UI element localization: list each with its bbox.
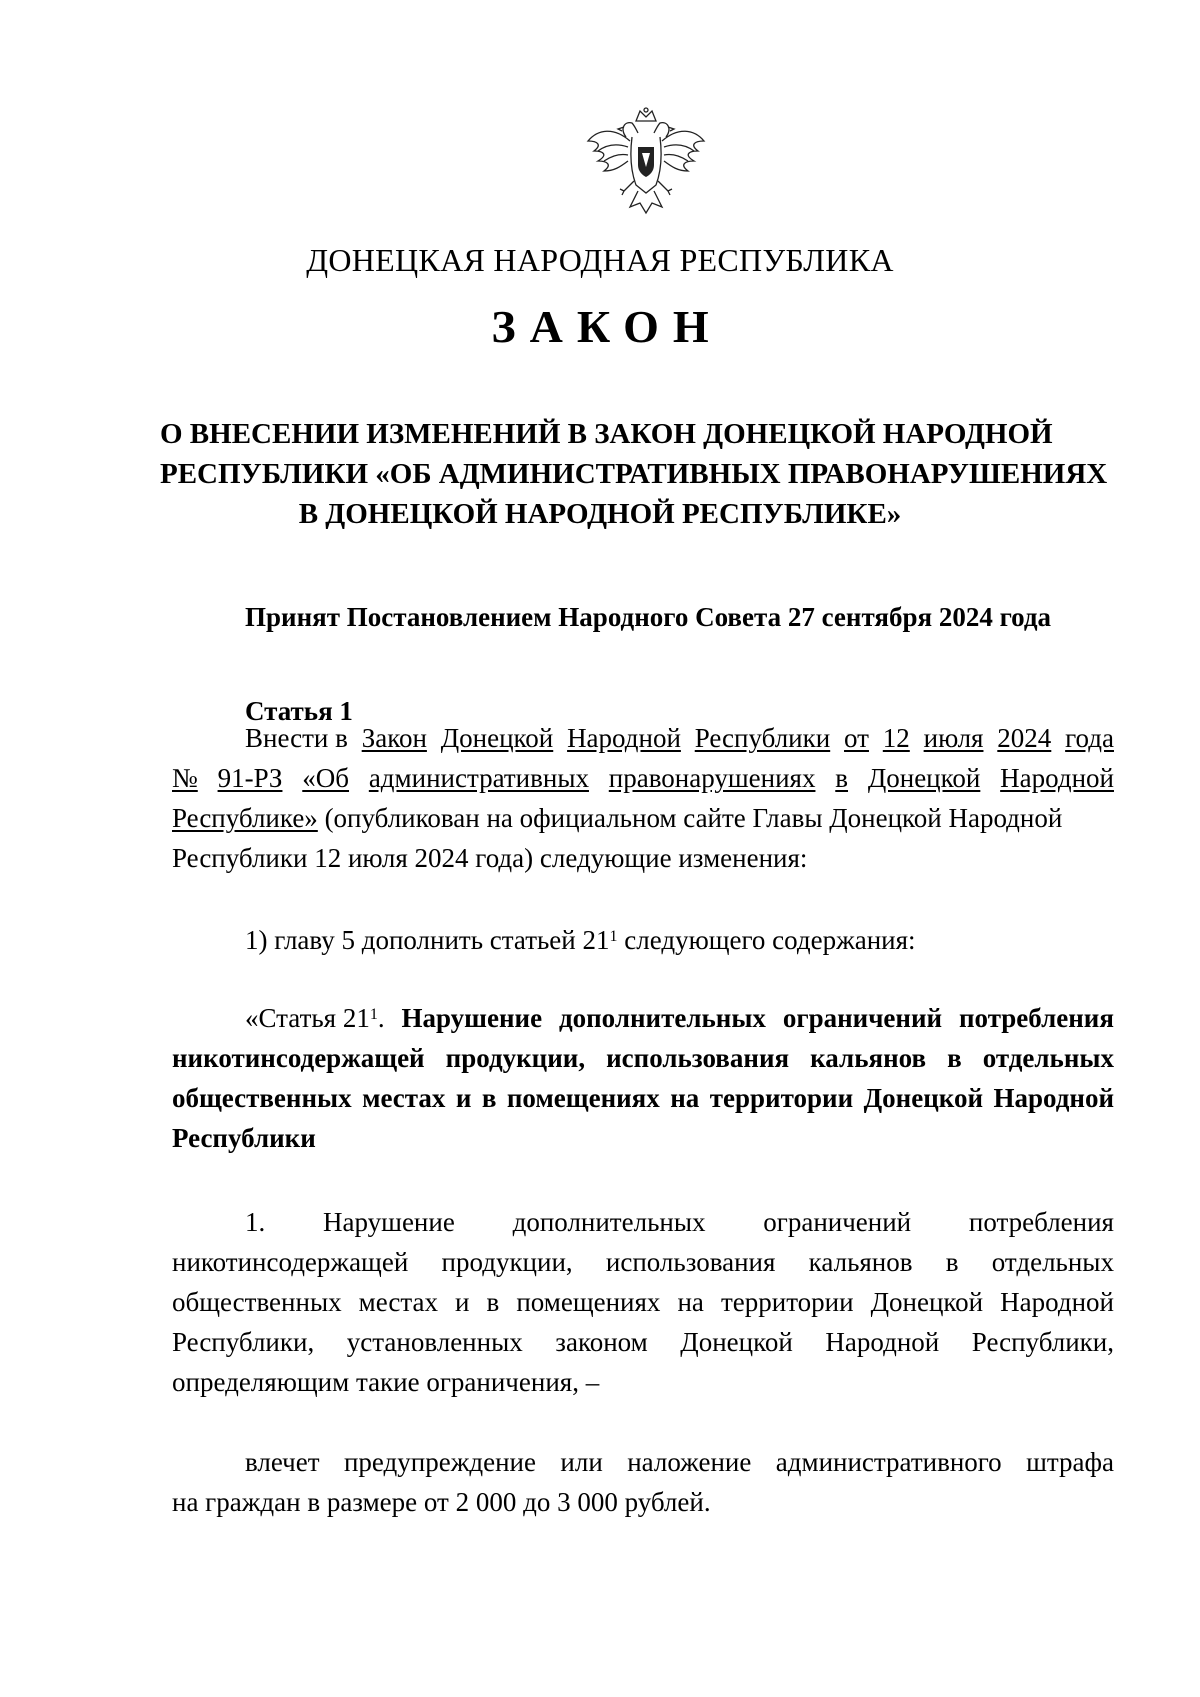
new-article-title-word: Донецкой (863, 1083, 984, 1113)
sanction-word: административного (775, 1447, 1002, 1477)
law-link-word[interactable]: административных (368, 763, 589, 793)
part1-word: 1. (245, 1207, 266, 1237)
article-heading: Статья 1 (245, 696, 353, 726)
part1-word: Народной (1000, 1287, 1114, 1317)
sanction-line-2: на граждан в размере от 2 000 до 3 000 рублей. (172, 1487, 711, 1517)
part1-line-5: определяющим такие ограничения, – (172, 1367, 600, 1397)
new-article-title-word: Нарушение (401, 1003, 543, 1033)
new-article-title-word: в (947, 1043, 962, 1073)
part1-word: законом (555, 1327, 648, 1357)
part1-line-1 (245, 1202, 1114, 1242)
sanction-word: штрафа (1026, 1447, 1114, 1477)
law-link-word[interactable]: от (844, 723, 869, 753)
law-link-word[interactable]: июля (923, 723, 984, 753)
new-article-title-word: никотинсодержащей (172, 1043, 425, 1073)
part1-line-4 (172, 1322, 1114, 1362)
item-text: 1) главу 5 дополнить статьей 21 (245, 925, 610, 955)
adoption-note: Принят Постановлением Народного Совета 27 сентября 2024 года (245, 602, 1052, 632)
new-article-title-word: ограничений (782, 1003, 943, 1033)
law-title-line: О ВНЕСЕНИИ ИЗМЕНЕНИЙ В ЗАКОН ДОНЕЦКОЙ НАРОДНОЙ (160, 418, 1053, 450)
new-article-title-word: помещениях (506, 1083, 660, 1113)
sanction-word: влечет (245, 1447, 320, 1477)
part1-word: помещениях (516, 1287, 661, 1317)
new-article-number (245, 998, 385, 1038)
part1-word: территории (720, 1287, 854, 1317)
new-article-title-word: дополнительных (558, 1003, 766, 1033)
law-link-word[interactable]: Донецкой (440, 723, 554, 753)
new-article-prefix: «Статья 21 (245, 1003, 370, 1033)
law-link-word[interactable]: 2024 (997, 723, 1052, 753)
new-article-title-word: в (481, 1083, 497, 1113)
intro-text: (опубликован на официальном сайте Главы Донецкой Народной (317, 803, 1063, 833)
new-article-title-word: отдельных (982, 1043, 1114, 1073)
intro-line-3 (172, 798, 1114, 838)
new-article-title-word: и (455, 1083, 472, 1113)
item-text: следующего содержания: (617, 925, 916, 955)
part1-word: дополнительных (512, 1207, 706, 1237)
law-link-word[interactable]: года (1065, 723, 1114, 753)
new-article-title-word: кальянов (810, 1043, 927, 1073)
part1-word: использования (605, 1247, 776, 1277)
intro-text: Внести в (245, 723, 348, 753)
new-article-line-3 (172, 1078, 1114, 1118)
new-article-title-word: общественных (172, 1083, 352, 1113)
law-link-word[interactable]: Республики (694, 723, 831, 753)
new-article-title-word: территории (709, 1083, 854, 1113)
law-link-word[interactable]: № (172, 763, 198, 793)
law-link-word[interactable]: Народной (1000, 763, 1114, 793)
new-article-line-2 (172, 1038, 1114, 1078)
part1-word: в (945, 1247, 959, 1277)
part1-line-3 (172, 1282, 1114, 1322)
new-article-title-word: на (670, 1083, 700, 1113)
part1-word: Нарушение (323, 1207, 455, 1237)
superscript: 1 (609, 928, 618, 945)
part1-word: на (677, 1287, 704, 1317)
law-link-word[interactable]: «Об (302, 763, 350, 793)
intro-line-1 (245, 718, 1114, 758)
part1-word: продукции, (441, 1247, 573, 1277)
part1-word: местах (358, 1287, 438, 1317)
part1-word: Республики, (172, 1327, 315, 1357)
part1-word: потребления (968, 1207, 1114, 1237)
new-article-title-word: местах (362, 1083, 446, 1113)
part1-word: установленных (346, 1327, 523, 1357)
law-title-line: В ДОНЕЦКОЙ НАРОДНОЙ РЕСПУБЛИКЕ» (298, 498, 902, 530)
intro-line-4: Республики 12 июля 2024 года) следующие изменения: (172, 843, 808, 873)
sanction-word: или (560, 1447, 603, 1477)
superscript: 1 (369, 1006, 378, 1023)
law-link-word[interactable]: Закон (361, 723, 427, 753)
document-type: ЗАКОН (491, 301, 723, 352)
dpr-coat-of-arms-icon (584, 107, 708, 215)
new-article-dot: . (377, 1003, 385, 1033)
sanction-word: предупреждение (343, 1447, 536, 1477)
amendment-item-1 (245, 920, 1114, 960)
part1-word: Народной (825, 1327, 940, 1357)
law-link-word[interactable]: Народной (567, 723, 681, 753)
law-title (160, 414, 1108, 534)
part1-word: Донецкой (870, 1287, 984, 1317)
law-link-word[interactable]: правонарушениях (608, 763, 816, 793)
part1-word: кальянов (808, 1247, 913, 1277)
part1-word: отдельных (991, 1247, 1114, 1277)
new-article-line-1 (245, 998, 1114, 1038)
part1-word: и (455, 1287, 470, 1317)
law-link-word[interactable]: 91-РЗ (217, 763, 283, 793)
law-link-word[interactable]: Республике» (172, 803, 318, 833)
new-article-title-word: использования (606, 1043, 790, 1073)
part1-word: никотинсодержащей (172, 1247, 409, 1277)
law-link-word[interactable]: Донецкой (867, 763, 981, 793)
intro-line-2 (172, 758, 1114, 798)
part1-word: общественных (172, 1287, 342, 1317)
new-article-title-word: продукции, (445, 1043, 586, 1073)
part1-word: Донецкой (680, 1327, 793, 1357)
part1-word: Республики, (971, 1327, 1114, 1357)
part1-word: в (486, 1287, 500, 1317)
part1-line-2 (172, 1242, 1114, 1282)
republic-name: ДОНЕЦКАЯ НАРОДНАЯ РЕСПУБЛИКА (306, 242, 894, 278)
sanction-line-1 (245, 1442, 1114, 1482)
part1-word: ограничений (763, 1207, 912, 1237)
new-article-title-word: потребления (959, 1003, 1114, 1033)
law-title-line: РЕСПУБЛИКИ «ОБ АДМИНИСТРАТИВНЫХ ПРАВОНАРУШЕНИЯХ (160, 458, 1108, 490)
new-article-title-word: Народной (993, 1083, 1114, 1113)
new-article-line-4: Республики (172, 1123, 316, 1153)
law-link-word[interactable]: в (835, 763, 849, 793)
law-link-word[interactable]: 12 (882, 723, 910, 753)
sanction-word: наложение (627, 1447, 752, 1477)
